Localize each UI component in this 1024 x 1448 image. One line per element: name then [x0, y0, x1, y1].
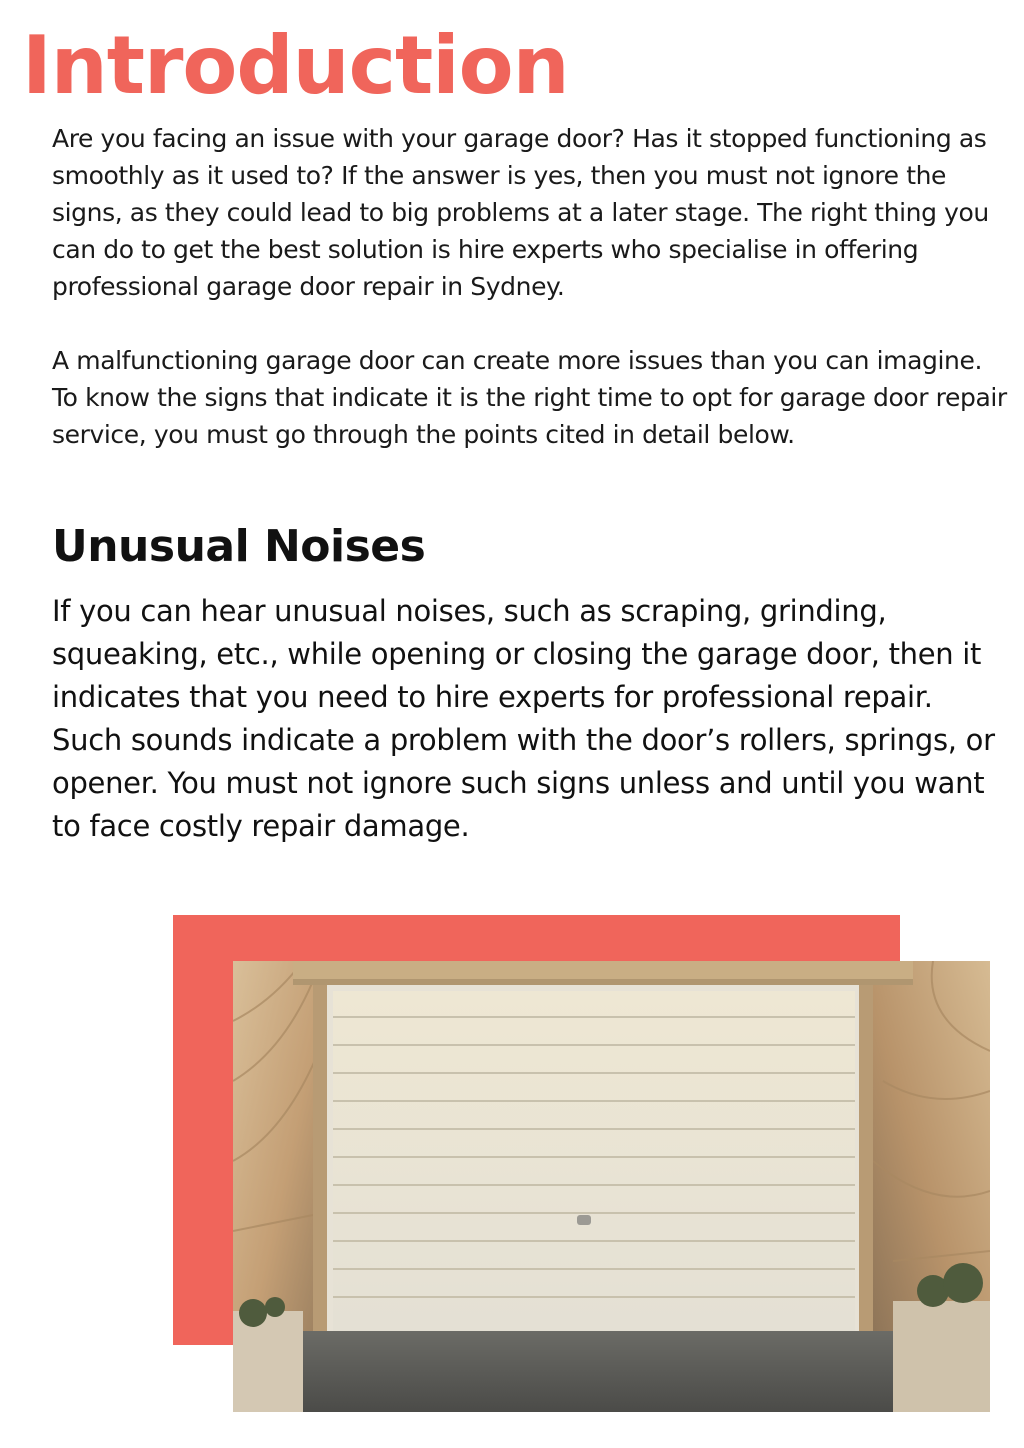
left-planter — [233, 1311, 303, 1412]
door-lock — [577, 1215, 591, 1225]
section-body: If you can hear unusual noises, such as scraping, grinding, squeaking, etc., while opening or closing the garage door, then it indicates that you need to hire experts for professional repair. Such sounds indicate a problem with the door’s rollers, springs, or opener. You must not ignore such signs unless and until you want to face costly repair damage. — [52, 594, 995, 843]
driveway — [233, 1331, 990, 1412]
intro-paragraph-2: A malfunctioning garage door can create more issues than you can imagine. To know the signs that indicate it is the right time to opt for garage door repair service, you must go through the points cited in detail below. — [52, 346, 1007, 449]
intro-text — [52, 120, 1012, 490]
garage-door — [333, 991, 855, 1331]
intro-paragraph-1: Are you facing an issue with your garage door? Has it stopped functioning as smoothly as it used to? If the answer is yes, then you must not ignore the signs, as they could lead to big problems at a later stage. The right thing you can do to get the best solution is hire experts who specialise in offering professional garage door repair in Sydney. — [52, 124, 989, 301]
page-title: Introduction — [22, 19, 569, 112]
garage-door-photo — [233, 961, 990, 1412]
right-planter — [893, 1301, 990, 1412]
section-heading: Unusual Noises — [52, 521, 426, 572]
